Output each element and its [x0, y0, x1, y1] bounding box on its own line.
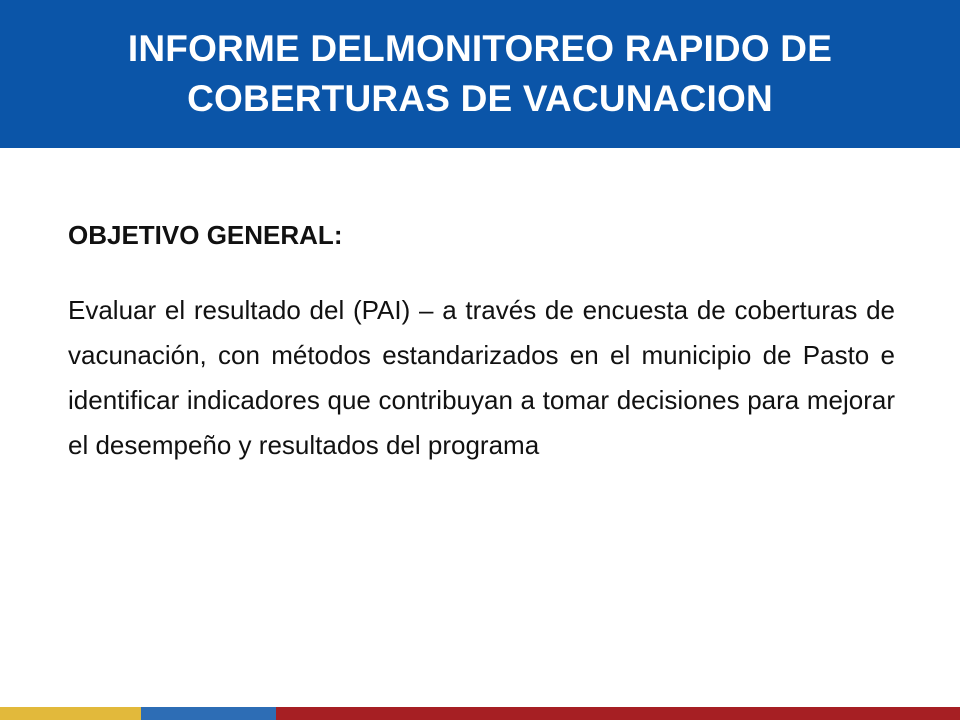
footer-color-bar [0, 707, 960, 720]
content-area [68, 218, 895, 468]
footer-segment-yellow [0, 707, 141, 720]
slide-title [128, 24, 832, 124]
title-banner [0, 0, 960, 148]
objective-paragraph: Evaluar el resultado del (PAI) – a través de encuesta de coberturas de vacunación, con métodos estandarizados en el municipio de Pasto e identificar indicadores que contribuyan a tomar decisiones para mejorar el desempeño y resultados del programa [68, 295, 895, 460]
section-heading: OBJETIVO GENERAL: [68, 220, 343, 250]
footer-segment-blue [141, 707, 276, 720]
title-line-2: COBERTURAS DE VACUNACION [187, 78, 773, 119]
title-line-1: INFORME DELMONITOREO RAPIDO DE [127, 28, 833, 69]
footer-segment-red [276, 707, 960, 720]
